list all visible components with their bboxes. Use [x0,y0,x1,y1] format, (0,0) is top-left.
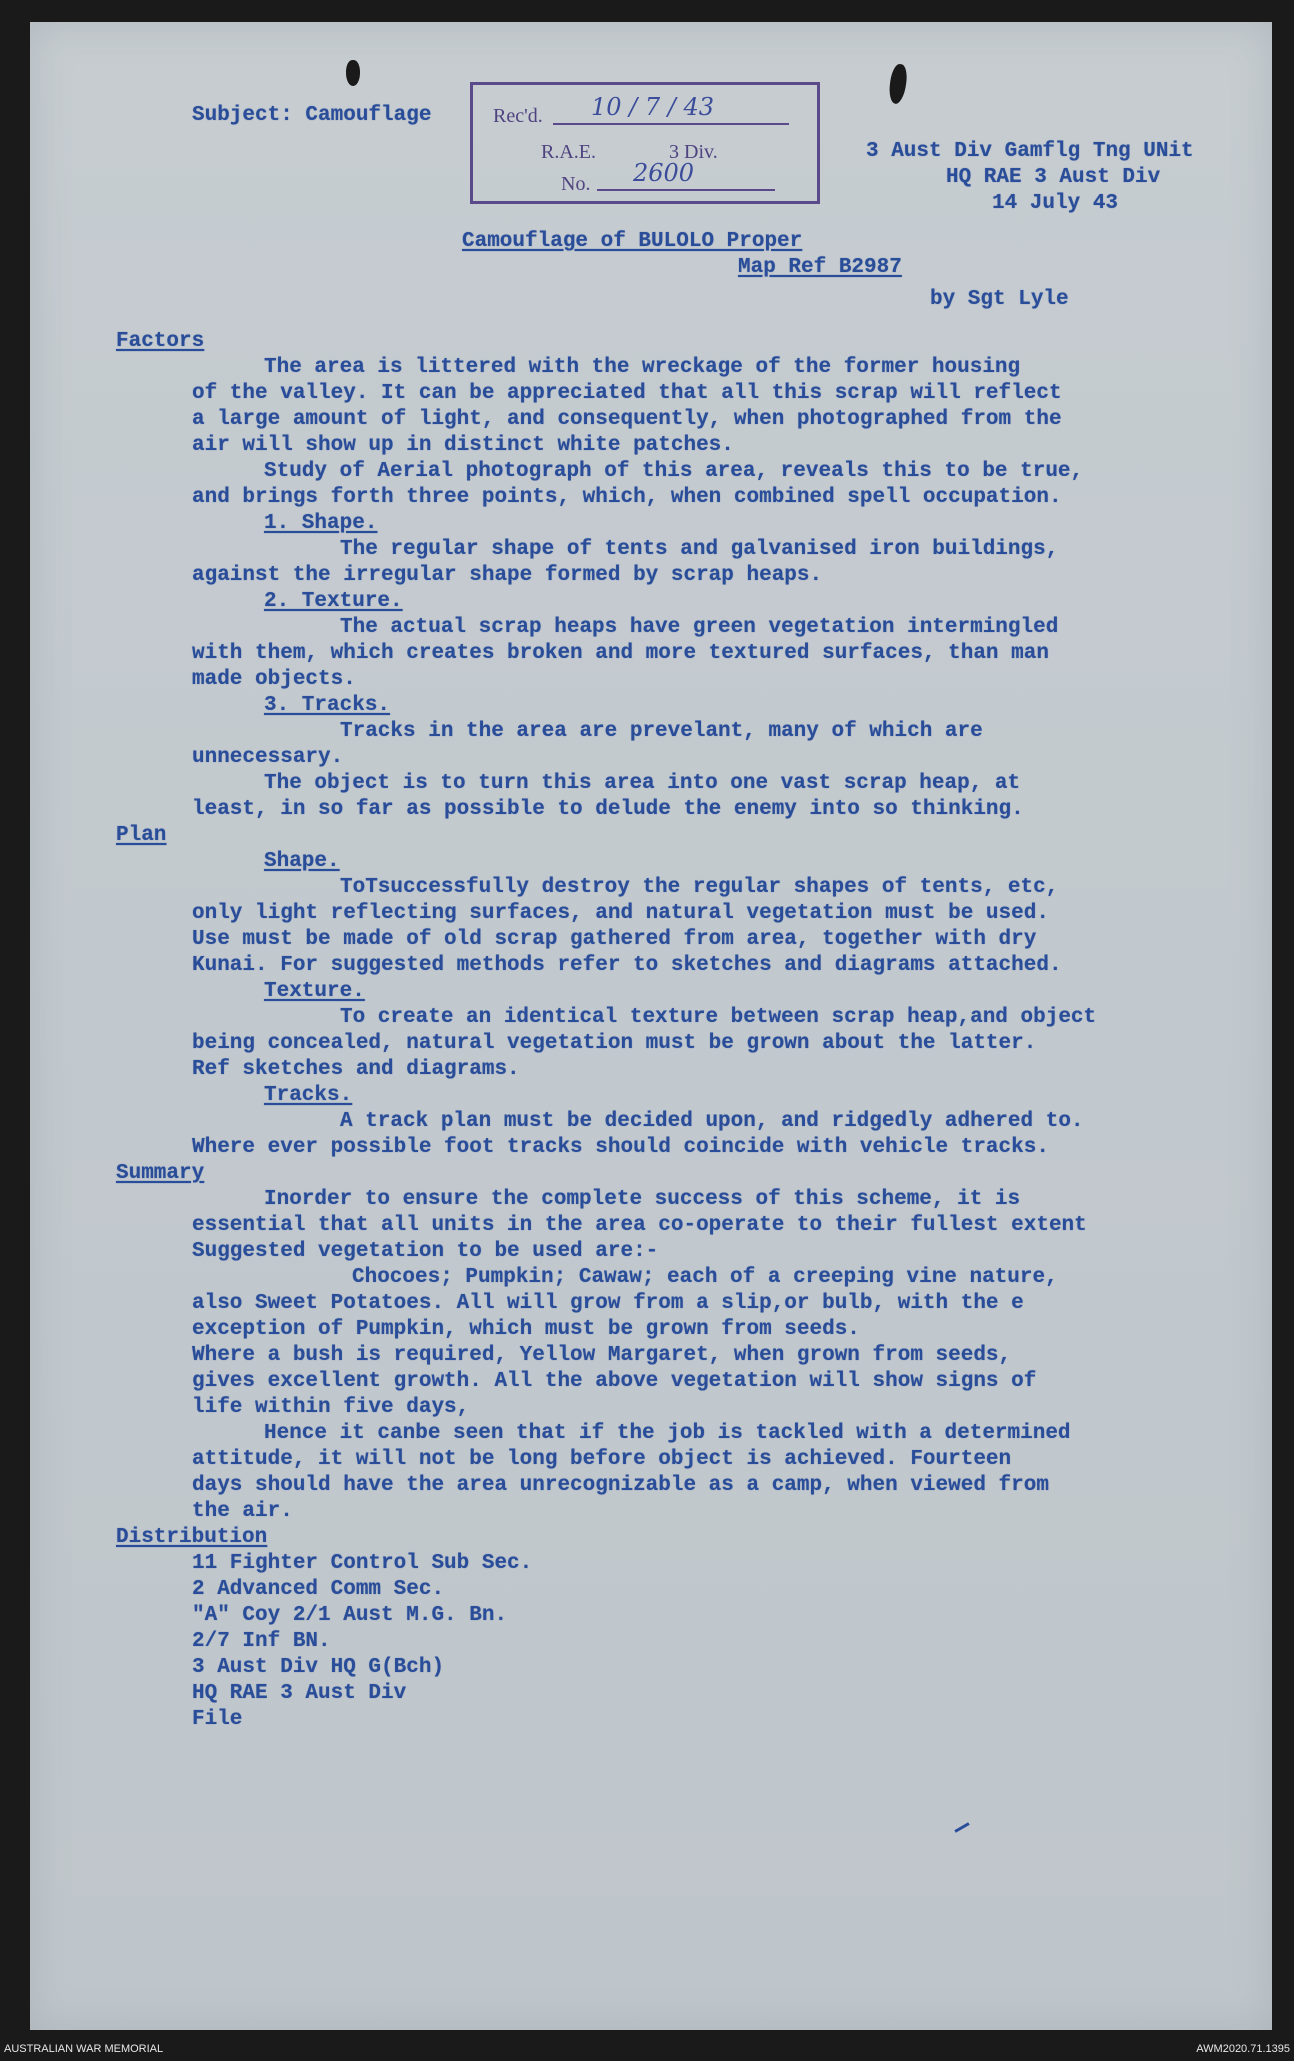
factors-line: air will show up in distinct white patches. [192,434,734,457]
stamp-unit-right: 3 Div. [669,141,718,163]
section-heading-distribution: Distribution [116,1526,268,1549]
subheading-texture: Texture. [264,980,365,1003]
stamp-recd-date: 10 / 7 / 43 [591,93,715,121]
distribution-item: 2 Advanced Comm Sec. [192,1578,445,1601]
factors-line: made objects. [192,668,356,691]
factors-line: against the irregular shape formed by scrap heaps. [192,564,823,587]
summary-line: Hence it canbe seen that if the job is tackled with a determined [264,1422,1071,1445]
footer-accession-number: AWM2020.71.1395 [1196,2043,1290,2055]
factors-line: The area is littered with the wreckage of the former housing [264,356,1021,379]
plan-line: Ref sketches and diagrams. [192,1058,520,1081]
factors-line: The object is to turn this area into one vast scrap heap, at [264,772,1021,795]
date-line: 14 July 43 [992,192,1119,215]
distribution-item: HQ RAE 3 Aust Div [192,1682,407,1705]
subject-line: Subject: Camouflage [192,104,432,127]
footer-credit: AUSTRALIAN WAR MEMORIAL [4,2043,164,2055]
summary-line: essential that all units in the area co-operate to their fullest extent [192,1214,1087,1237]
stamp-unit-left: R.A.E. [541,141,596,163]
plan-line: Kunai. For suggested methods refer to sketches and diagrams attached. [192,954,1062,977]
summary-line: Suggested vegetation to be used are:- [192,1240,659,1263]
subheading-shape: 1. Shape. [264,512,378,535]
plan-line: Use must be made of old scrap gathered from area, together with dry [192,928,1037,951]
summary-line: attitude, it will not be long before object is achieved. Fourteen [192,1448,1012,1471]
distribution-item: 3 Aust Div HQ G(Bch) [192,1656,445,1679]
factors-line: Study of Aerial photograph of this area, reveals this to be true, [264,460,1084,483]
map-reference: Map Ref B2987 [738,256,902,279]
factors-line: Tracks in the area are prevelant, many of which are [340,720,983,743]
plan-line: To create an identical texture between scrap heap,and object [340,1006,1097,1029]
distribution-item: "A" Coy 2/1 Aust M.G. Bn. [192,1604,508,1627]
factors-line: least, in so far as possible to delude the enemy into so thinking. [192,798,1024,821]
summary-line: Where a bush is required, Yellow Margaret, when grown from seeds, [192,1344,1012,1367]
stamp-line [597,189,775,191]
received-stamp [470,82,820,204]
distribution-item: 11 Fighter Control Sub Sec. [192,1552,533,1575]
section-heading-summary: Summary [116,1162,205,1185]
subheading-texture: 2. Texture. [264,590,403,613]
factors-line: The actual scrap heaps have green vegetation intermingled [340,616,1059,639]
plan-line: Where ever possible foot tracks should coincide with vehicle tracks. [192,1136,1049,1159]
summary-line: exception of Pumpkin, which must be grown from seeds. [192,1318,860,1341]
factors-line: a large amount of light, and consequently, when photographed from the [192,408,1062,431]
document-title: Camouflage of BULOLO Proper [462,230,803,253]
plan-line: being concealed, natural vegetation must be grown about the latter. [192,1032,1037,1055]
summary-line: Chocoes; Pumpkin; Cawaw; each of a creeping vine nature, [352,1266,1058,1289]
stamp-no-value: 2600 [633,159,695,187]
stamp-line [553,123,789,125]
factors-line: of the valley. It can be appreciated that all this scrap will reflect [192,382,1062,405]
unit-line-2: HQ RAE 3 Aust Div [946,166,1161,189]
ink-mark [954,1822,969,1833]
document-page [30,22,1272,2030]
section-heading-factors: Factors [116,330,205,353]
summary-line: days should have the area unrecognizable as a camp, when viewed from [192,1474,1049,1497]
author-line: by Sgt Lyle [930,288,1069,311]
factors-line: The regular shape of tents and galvanised iron buildings, [340,538,1059,561]
factors-line: unnecessary. [192,746,344,769]
summary-line: life within five days, [192,1396,470,1419]
unit-line-1: 3 Aust Div Gamflg Tng UNit [866,140,1194,163]
subheading-shape: Shape. [264,850,340,873]
subheading-tracks: 3. Tracks. [264,694,391,717]
distribution-item: File [192,1708,243,1731]
punch-hole [887,63,908,105]
plan-line: only light reflecting surfaces, and natural vegetation must be used. [192,902,1049,925]
plan-line: ToTsuccessfully destroy the regular shapes of tents, etc, [340,876,1059,899]
summary-line: Inorder to ensure the complete success of this scheme, it is [264,1188,1021,1211]
summary-line: the air. [192,1500,293,1523]
factors-line: and brings forth three points, which, when combined spell occupation. [192,486,1062,509]
plan-line: A track plan must be decided upon, and ridgedly adhered to. [340,1110,1084,1133]
stamp-no-label: No. [561,173,591,195]
summary-line: also Sweet Potatoes. All will grow from a slip,or bulb, with the e [192,1292,1024,1315]
subheading-tracks: Tracks. [264,1084,353,1107]
section-heading-plan: Plan [116,824,167,847]
stamp-recd-label: Rec'd. [493,105,543,127]
punch-hole [346,60,360,86]
distribution-item: 2/7 Inf BN. [192,1630,331,1653]
summary-line: gives excellent growth. All the above vegetation will show signs of [192,1370,1037,1393]
factors-line: with them, which creates broken and more textured surfaces, than man [192,642,1049,665]
